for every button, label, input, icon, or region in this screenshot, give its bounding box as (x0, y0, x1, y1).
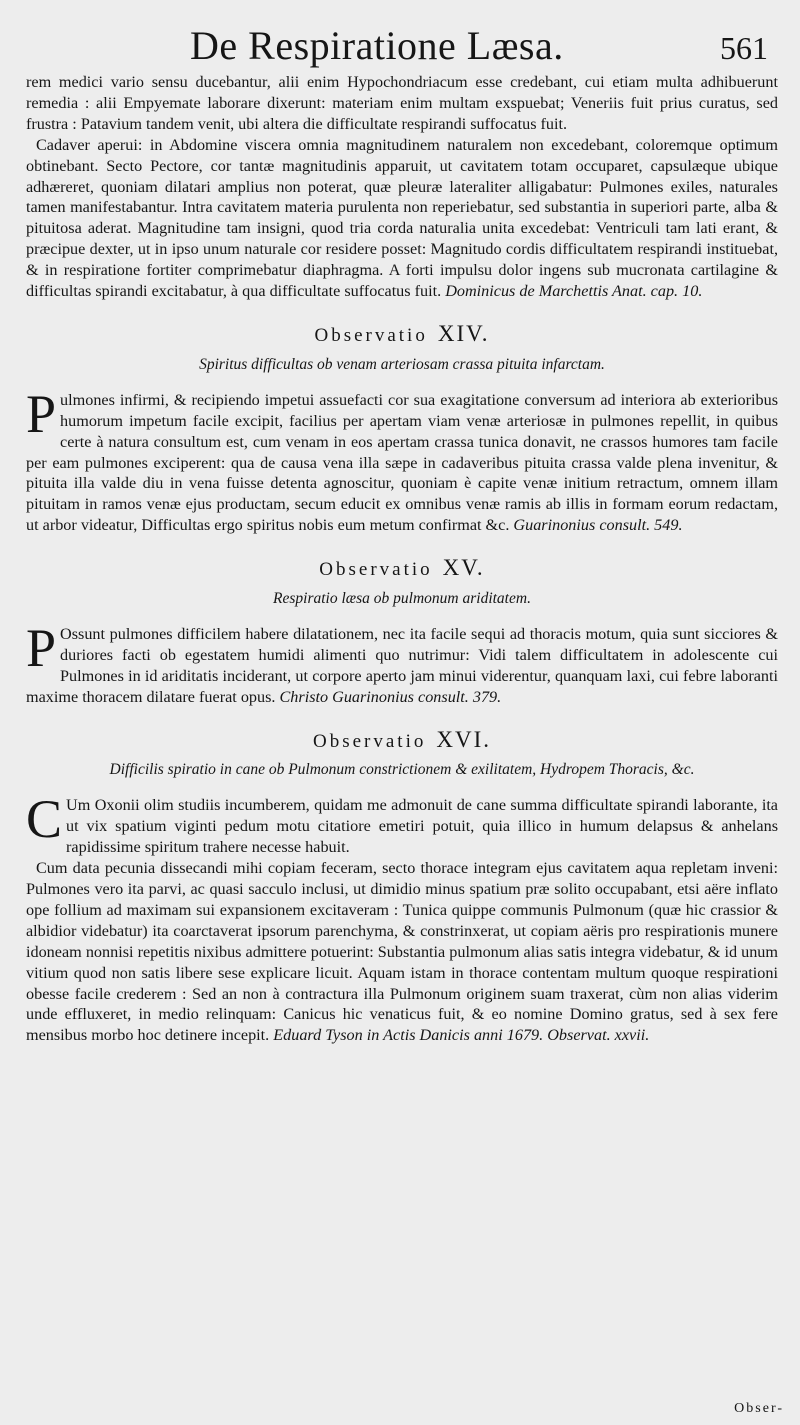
observation-heading (26, 320, 778, 347)
observation-text (26, 617, 778, 708)
observation-label: Observatio (314, 324, 428, 346)
observation-numeral: XVI. (436, 726, 491, 752)
observation-body: Cum data pecunia dissecandi mihi copiam feceram, secto thorace integram ejus cavitatem aqua repletam inveni: Pulmones vero ita parvi, ac quasi sacculo inclusi, ut dimidio minus spatium præ solito occupabant, etsi aëre inflato ope follium ad maximam sui expansionem excitaveram : Tunica quippe communis Pulmonum (quæ hic crassior & albidior videbatur) ita coarctaverat ipsorum parenchyma, & constrinxerat, ut copiam aëris pro respirationis munere idoneam nonnisi repetitis nixibus admittere potuerint: Substantia pulmonum alias satis integra videbatur, & id unum vitium quod non satis libere sese explicare licuit. Aquam istam in thorace contentam multum quoque respirationi obesse facile crederem : Sed an non à contractura illa Pulmonum originem suam traxerat, cùm non alias viderim unde effluxeret, in medio relinquam: Canicus hic venaticus fuit, & eo nomine Domino gratus, sed à sex fere mensibus morbo hoc detinere incepit. (26, 859, 778, 1045)
observation-body: Ossunt pulmones difficilem habere dilatationem, nec ita facile sequi ad thoracis motum, quia sunt sicciores & duriores facti ob egestatem humidi alimenti quo nutrimur: Vidi talem difficultatem in adolescente cui Pulmones in id ariditatis inciderant, ut corpore aperto jam minui viderentur, quanquam laxi, cui febre laboranti maxime thoracem dilatare fuerat opus. (26, 624, 778, 706)
observation-subtitle: Spiritus difficultas ob venam arteriosam crassa pituita infarctam. (199, 355, 605, 373)
observation-numeral: XV. (442, 555, 485, 581)
observation-citation: Christo Guarinonius consult. 379. (279, 687, 502, 706)
drop-cap: C (26, 789, 63, 850)
observation-body: ulmones infirmi, & recipiendo impetui assuefacti cor sua exagitatione conversum ad interiora ab exterioribus humorum impetum facile excipit, facilius per apertam viam venæ arteriosæ in pulmones repellit, in quibus certe à natura consultum est, cum venam in eos apertam crassa tunica donavit, ne crassos humores tam facile per eam pulmones exciperent: qua de causa vena illa sæpe in cadaveribus pituita crassa valde plena invenitur, & pituita illa valde diu in vena fuisse detenta agnoscitur, quoniam è capite venæ initium retractum, omnem illam pituitam in ramos venæ ejus productam, secum educit ex omnibus venæ ramis ab illis in formam eorum redactam, ut arbor videatur, Difficultas ergo spiritus nobis eum metum confirmat &c. (26, 390, 778, 535)
observation-subtitle: Difficilis spiratio in cane ob Pulmonum constrictionem & exilitatem, Hydropem Thoracis, &c. (109, 761, 695, 779)
observation-subtitle: Respiratio læsa ob pulmonum ariditatem. (273, 590, 531, 608)
observation-text (26, 858, 778, 1046)
observation-heading (26, 726, 778, 753)
running-header (0, 14, 800, 74)
drop-cap: P (26, 383, 57, 444)
page-body (26, 72, 778, 1046)
catchword: Obser- (734, 1401, 784, 1416)
running-title: De Respiratione Læsa. (190, 23, 564, 68)
observation-label: Observatio (319, 559, 433, 581)
observation-numeral: XIV. (437, 320, 490, 346)
observation-text (26, 383, 778, 536)
intro-paragraph-text: Cadaver aperui: in Abdomine viscera omnia magnitudinem naturalem non excedebant, coloremque optimum obtinebant. Secto Pectore, cor tantæ magnitudinis apparuit, ut cavitatem totam occuparet, capsulæque ubique adhæreret, quoniam dilatari amplius non poterat, quæ pleuræ lateraliter alligabatur: Pulmones exiles, naturales tamen manifestabantur. Intra cavitatem materia purulenta non reperiebatur, sed substantia in superiori parte, alba & pituitosa aderat. Magnitudine tam insigni, quod tria corda naturalia unita excedebat: Ventriculi tam lati erant, & præcipue dexter, ut in ipso unum naturale cor residere posset: Magnitudo cordis difficultatem respirandi instituebat, & in respiratione fortiter comprimebatur diaphragma. A forti impulsu dolor ingens sub mucronata cartilagine & difficultas spirandi excitabatur, à qua difficultate suffocatus fuit. (26, 135, 778, 301)
intro-paragraph: rem medici vario sensu ducebantur, alii enim Hypochondriacum esse credebant, cui etiam multa adhibuerunt remedia : alii Empyemate laborare dixerunt: materiam enim multam exspuebat; Veneriis fuit prius curatus, sed frustra : Patavium tandem venit, ubi altera die difficultate respirandi suffocatus fuit. (26, 73, 778, 133)
observation-label: Observatio (312, 730, 427, 752)
observation-body: Um Oxonii olim studiis incumberem, quidam me admonuit de cane summa difficultate spirandi laborante, ita ut vix spatium viginti pedum motu citatiore emetiri potuit, quia illico in humum delapsus & anhelans rapidissime spiritum trahere necesse habuit. (66, 796, 778, 857)
drop-cap: P (26, 617, 57, 678)
observation-text (26, 789, 778, 858)
observation-heading (26, 555, 778, 581)
intro-citation: Dominicus de Marchettis Anat. cap. 10. (445, 282, 703, 301)
observation-citation: Eduard Tyson in Actis Danicis anni 1679. Observat. xxvii. (273, 1026, 650, 1045)
page-number: 561 (720, 30, 768, 66)
observation-citation: Guarinonius consult. 549. (513, 516, 683, 535)
intro-paragraph (26, 135, 778, 302)
